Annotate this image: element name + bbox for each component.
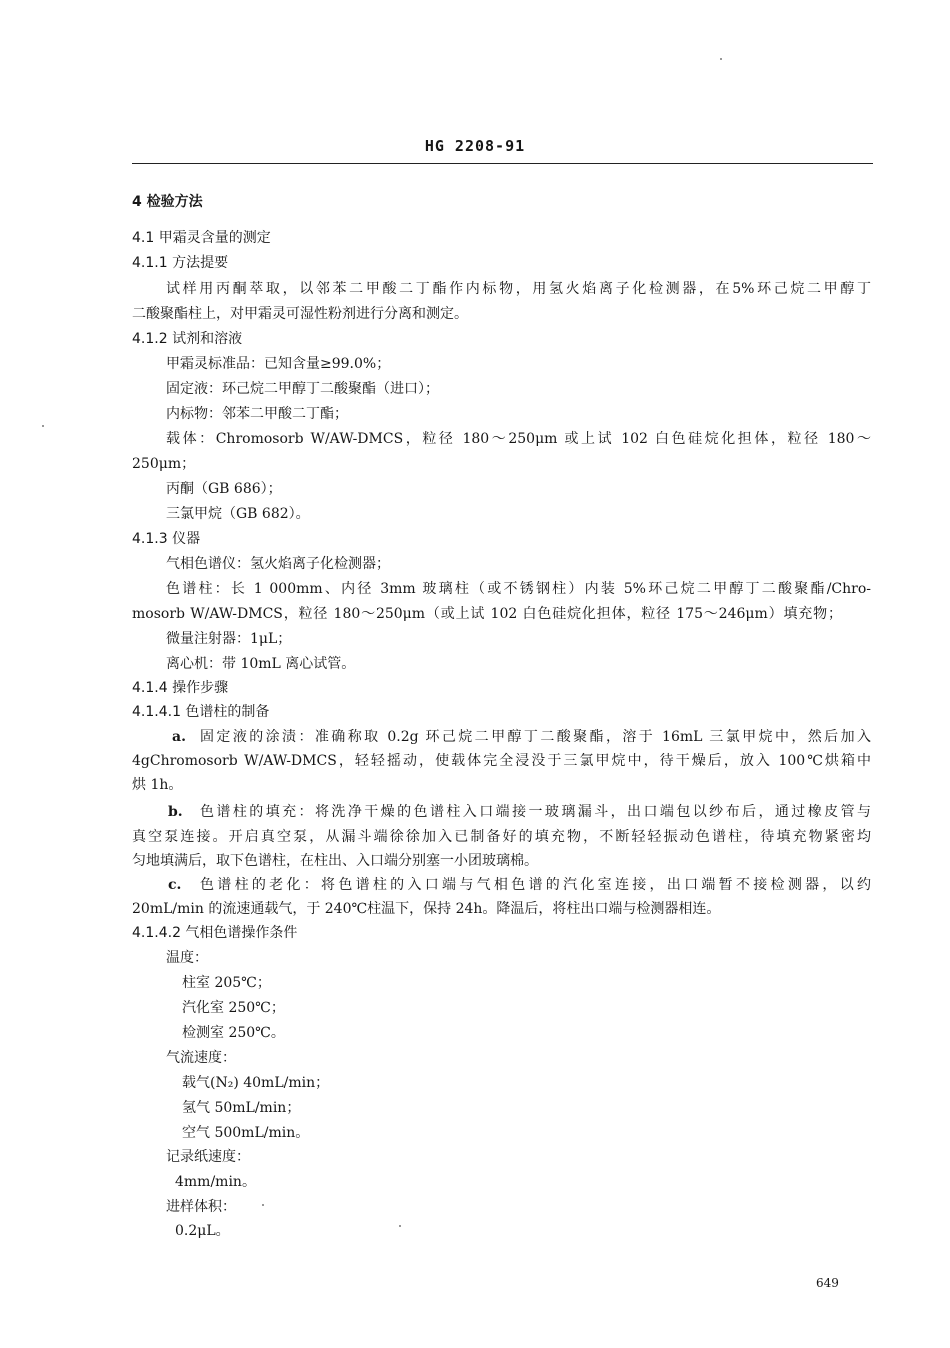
paragraph-line: 20mL/min 的流速通载气，于 240℃柱温下，保持 24h。降温后，将柱出口端与检测器相连。 <box>132 901 721 917</box>
section-4-title: 4 检验方法 <box>132 194 203 210</box>
condition-value: 载气(N₂) 40mL/min； <box>182 1075 330 1091</box>
list-item: 气相色谱仪：氢火焰离子化检测器； <box>166 556 390 572</box>
condition-label: 气流速度： <box>166 1050 236 1066</box>
item-marker-c: c. <box>168 877 182 893</box>
section-4-1-4-1-title: 4.1.4.1 色谱柱的制备 <box>132 704 270 720</box>
paragraph-line: 试样用丙酮萃取，以邻苯二甲酸二丁酯作内标物，用氢火焰离子化检测器，在5%环己烷二甲醇丁 <box>166 281 871 297</box>
condition-value: 4mm/min。 <box>175 1174 256 1190</box>
condition-value: 氢气 50mL/min； <box>182 1100 301 1116</box>
condition-value: 柱室 205℃； <box>182 975 271 991</box>
paragraph-line: 色谱柱的老化：将色谱柱的入口端与气相色谱的汽化室连接，出口端暂不接检测器，以约 <box>200 877 871 893</box>
paragraph-line: 匀地填满后，取下色谱柱，在柱出、入口端分别塞一小团玻璃棉。 <box>132 853 538 869</box>
list-item: 微量注射器：1μL； <box>166 631 292 647</box>
paragraph-line: 固定液的涂渍：准确称取 0.2g 环己烷二甲醇丁二酸聚酯，溶于 16mL 三氯甲烷中，然后加入 <box>200 729 871 745</box>
condition-value: 检测室 250℃。 <box>182 1025 285 1041</box>
list-item-continuation: 250μm； <box>132 456 196 472</box>
paragraph-line: 烘 1h。 <box>132 777 183 793</box>
scan-speck <box>42 425 44 427</box>
condition-label: 温度： <box>166 950 208 966</box>
section-4-1-2-title: 4.1.2 试剂和溶液 <box>132 331 243 347</box>
list-item: 甲霜灵标准品：已知含量≥99.0%； <box>166 356 391 372</box>
item-marker-a: a. <box>172 729 186 745</box>
paragraph-line: 色谱柱的填充：将洗净干燥的色谱柱入口端接一玻璃漏斗，出口端包以纱布后，通过橡皮管与 <box>200 804 871 820</box>
list-item: 三氯甲烷（GB 682）。 <box>166 506 310 522</box>
condition-label: 进样体积： <box>166 1199 236 1215</box>
paragraph-line: 真空泵连接。开启真空泵，从漏斗端徐徐加入已制备好的填充物，不断轻轻振动色谱柱，待填充物紧密均 <box>132 829 871 845</box>
list-item: 内标物：邻苯二甲酸二丁酯； <box>166 406 348 422</box>
scan-speck <box>399 1225 401 1227</box>
item-marker-b: b. <box>168 804 183 820</box>
paragraph-line: 4gChromosorb W/AW-DMCS，轻轻摇动，使载体完全浸没于三氯甲烷中，待干燥后，放入 100℃烘箱中 <box>132 753 871 769</box>
standard-code-header: HG 2208-91 <box>424 137 526 155</box>
section-4-1-4-2-title: 4.1.4.2 气相色谱操作条件 <box>132 925 298 941</box>
condition-value: 汽化室 250℃； <box>182 1000 285 1016</box>
list-item-continuation: mosorb W/AW-DMCS，粒径 180～250μm（或上试 102 白色硅烷化担体，粒径 175～246μm）填充物； <box>132 606 842 622</box>
condition-value: 0.2μL。 <box>175 1223 230 1239</box>
section-4-1-title: 4.1 甲霜灵含量的测定 <box>132 230 271 246</box>
condition-value: 空气 500mL/min。 <box>182 1125 310 1141</box>
section-4-1-3-title: 4.1.3 仪器 <box>132 531 201 547</box>
list-item: 丙酮（GB 686）； <box>166 481 282 497</box>
condition-label: 记录纸速度： <box>166 1149 250 1165</box>
section-4-1-1-title: 4.1.1 方法提要 <box>132 255 229 271</box>
scan-speck <box>720 58 722 60</box>
list-item: 载体：Chromosorb W/AW-DMCS，粒径 180～250μm 或上试 102 白色硅烷化担体，粒径 180～ <box>166 431 871 447</box>
page-number: 649 <box>816 1276 839 1290</box>
list-item: 离心机：带 10mL 离心试管。 <box>166 656 356 672</box>
scan-speck <box>262 1204 264 1206</box>
section-4-1-4-title: 4.1.4 操作步骤 <box>132 680 229 696</box>
paragraph-line: 二酸聚酯柱上，对甲霜灵可湿性粉剂进行分离和测定。 <box>132 306 468 322</box>
list-item: 色谱柱：长 1 000mm、内径 3mm 玻璃柱（或不锈钢柱）内装 5%环己烷二甲醇丁二酸聚酯/Chro- <box>166 581 871 597</box>
header-rule <box>132 163 873 164</box>
list-item: 固定液：环己烷二甲醇丁二酸聚酯（进口）； <box>166 381 439 397</box>
